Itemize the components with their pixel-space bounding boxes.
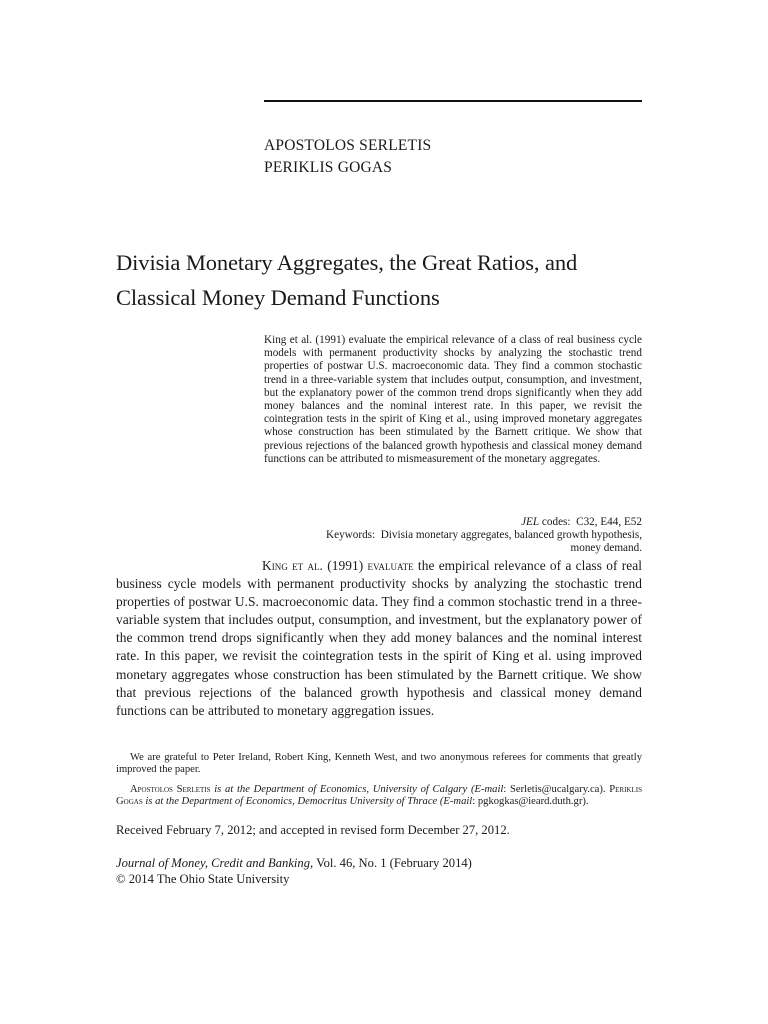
author-name: APOSTOLOS SERLETIS — [264, 137, 432, 154]
journal-name: Journal of Money, Credit and Banking, — [116, 856, 314, 870]
author-list — [264, 135, 431, 179]
introduction-paragraph — [116, 557, 642, 720]
email-label: E-mail — [474, 784, 504, 795]
abstract: King et al. (1991) evaluate the empirical relevance of a class of real business cycle models with permanent productivity shocks by analyzing the stochastic trend properties of postwar U.S. macroeconomic data. They find a common stochastic trend in a three-variable system that includes output, consumption, and investment, but the explanatory power of the common trend drops significantly when they add money balances and the nominal interest rate. In this paper, we revisit the cointegration tests in the spirit of King et al., using improved monetary aggregates whose construction has been stimulated by the Barnett critique. We show that previous rejections of the balanced growth hypothesis and classical money demand functions can be attributed to mismeasurement of the monetary aggregates. — [264, 334, 642, 465]
affiliation-name: Apostolos Serletis — [130, 784, 211, 795]
affiliation-email: : Serletis@ucalgary.ca). — [503, 784, 610, 795]
paper-metadata — [264, 516, 642, 556]
title-line: Divisia Monetary Aggregates, the Great Ratios, and — [116, 250, 578, 275]
author-name: PERIKLIS GOGAS — [264, 159, 393, 176]
intro-text: the empirical relevance of a class of real business cycle models with permanent productivity shocks by analyzing the stochastic trend properties of postwar U.S. macroeconomic data. They find a common stochastic trend in a three-variable system that includes output, consumption, and investment, but the explanatory power of the common trend drops significantly when they add money balances and the nominal interest rate. In this paper, we revisit the cointegration tests in the spirit of King et al. using improved monetary aggregates whose construction has been stimulated by the Barnett critique. We show that previous rejections of the balanced growth hypothesis and classical money demand functions can be attributed to monetary aggregation issues. — [116, 558, 642, 718]
header-rule — [264, 100, 642, 102]
affiliation-name: Periklis Gogas — [116, 784, 642, 807]
journal-line — [116, 855, 472, 871]
journal-citation — [116, 855, 472, 887]
jel-label-rest: codes: — [539, 516, 571, 528]
affiliation-text: is at the Department of Economics, Democritus University of Thrace ( — [142, 795, 444, 807]
jel-code-values: C32, E44, E52 — [576, 516, 642, 528]
keywords — [264, 529, 642, 542]
affiliation-text: is at the Department of Economics, University of Calgary ( — [210, 784, 475, 795]
lead-author: King et al. — [262, 558, 323, 573]
lead-year: (1991) — [322, 558, 368, 573]
journal-volume: Vol. 46, No. 1 (February 2014) — [313, 856, 472, 870]
affiliation-footnote — [116, 784, 642, 808]
title-line: Classical Money Demand Functions — [116, 285, 440, 310]
affiliation-email: : pgkogkas@ieard.duth.gr). — [472, 795, 589, 807]
keywords-line: Divisia monetary aggregates, balanced growth hypothesis, — [380, 529, 642, 542]
lead-verb: evaluate — [367, 558, 414, 573]
keywords-line: money demand. — [570, 542, 642, 555]
jel-codes — [264, 516, 642, 529]
copyright: © 2014 The Ohio State University — [116, 872, 290, 886]
keywords-label: Keywords: — [326, 529, 376, 542]
received-date: Received February 7, 2012; and accepted in revised form December 27, 2012. — [116, 823, 510, 837]
acknowledgment-footnote: We are grateful to Peter Ireland, Robert King, Kenneth West, and two anonymous referees for comments that greatly improved the paper. — [116, 752, 642, 775]
jel-label: JEL — [521, 516, 540, 528]
email-label: E-mail — [443, 795, 473, 807]
paper-title — [116, 245, 676, 315]
